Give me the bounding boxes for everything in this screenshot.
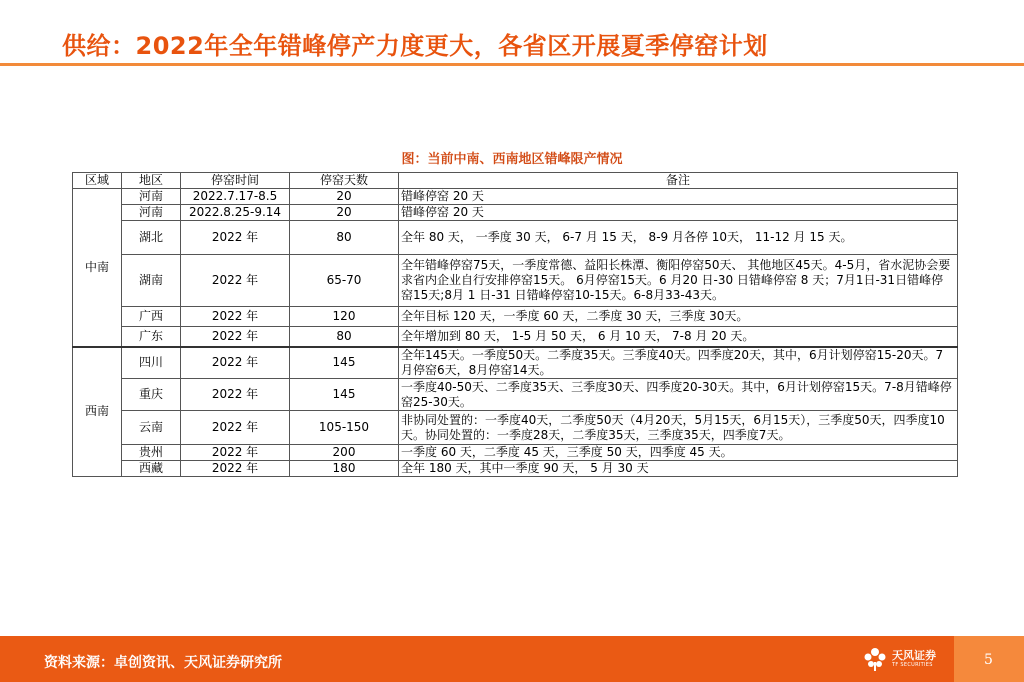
flower-logo-icon	[862, 646, 888, 672]
note-cell: 错峰停窑 20 天	[399, 189, 958, 205]
table-row	[73, 189, 958, 205]
time-cell: 2022 年	[181, 307, 290, 327]
figure-caption: 图：当前中南、西南地区错峰限产情况	[401, 152, 623, 167]
days-cell: 145	[290, 347, 399, 379]
header-remarks: 备注	[399, 173, 958, 189]
area-cell: 河南	[122, 189, 181, 205]
header-region: 区域	[73, 173, 122, 189]
table-row	[73, 307, 958, 327]
area-cell: 云南	[122, 411, 181, 445]
note-cell: 一季度 60 天，二季度 45 天，三季度 50 天，四季度 45 天。	[399, 445, 958, 461]
logo-chinese-name: 天风证券	[892, 648, 936, 662]
note-cell: 非协同处置的：一季度40天，二季度50天（4月20天，5月15天，6月15天），三季度50天，四季度10天。协同处置的：一季度28天，二季度35天，三季度35天，四季度7天。	[399, 411, 958, 445]
area-cell: 西藏	[122, 461, 181, 477]
time-cell: 2022.7.17-8.5	[181, 189, 290, 205]
header-area: 地区	[122, 173, 181, 189]
days-cell: 20	[290, 189, 399, 205]
time-cell: 2022 年	[181, 461, 290, 477]
table-row	[73, 221, 958, 255]
table-row	[73, 327, 958, 347]
header-shutdown-days: 停窑天数	[290, 173, 399, 189]
area-cell: 广西	[122, 307, 181, 327]
days-cell: 65-70	[290, 255, 399, 307]
area-cell: 重庆	[122, 379, 181, 411]
source-note: 资料来源：卓创资讯、天风证券研究所	[44, 655, 282, 671]
table-row	[73, 461, 958, 477]
days-cell: 145	[290, 379, 399, 411]
table-row	[73, 379, 958, 411]
days-cell: 20	[290, 205, 399, 221]
note-cell: 全年目标 120 天，一季度 60 天，二季度 30 天，三季度 30天。	[399, 307, 958, 327]
table-row	[73, 411, 958, 445]
note-cell: 错峰停窑 20 天	[399, 205, 958, 221]
time-cell: 2022 年	[181, 255, 290, 307]
page-number: 5	[984, 652, 993, 668]
area-cell: 河南	[122, 205, 181, 221]
time-cell: 2022 年	[181, 445, 290, 461]
days-cell: 80	[290, 221, 399, 255]
note-cell: 全年增加到 80 天， 1-5 月 50 天， 6 月 10 天， 7-8 月 20 天。	[399, 327, 958, 347]
time-cell: 2022 年	[181, 347, 290, 379]
header-shutdown-time: 停窑时间	[181, 173, 290, 189]
time-cell: 2022 年	[181, 411, 290, 445]
days-cell: 120	[290, 307, 399, 327]
region-cell: 西南	[73, 347, 122, 477]
area-cell: 广东	[122, 327, 181, 347]
days-cell: 80	[290, 327, 399, 347]
table-row	[73, 205, 958, 221]
note-cell: 全年145天。一季度50天。二季度35天。三季度40天。四季度20天，其中，6月计划停窑15-20天。7月停窑6天，8月停窑14天。	[399, 347, 958, 379]
slide-title: 供给：2022年全年错峰停产力度更大，各省区开展夏季停窑计划	[62, 32, 768, 60]
days-cell: 180	[290, 461, 399, 477]
table-row	[73, 347, 958, 379]
brand-logo	[862, 646, 936, 672]
time-cell: 2022 年	[181, 379, 290, 411]
area-cell: 湖北	[122, 221, 181, 255]
table-row	[73, 445, 958, 461]
days-cell: 200	[290, 445, 399, 461]
logo-english-name: TF SECURITIES	[892, 661, 933, 668]
area-cell: 湖南	[122, 255, 181, 307]
note-cell: 一季度40-50天、二季度35天、三季度30天、四季度20-30天。其中，6月计划停窑15天。7-8月错峰停窑25-30天。	[399, 379, 958, 411]
table-row	[73, 255, 958, 307]
time-cell: 2022.8.25-9.14	[181, 205, 290, 221]
note-cell: 全年 180 天，其中一季度 90 天， 5 月 30 天	[399, 461, 958, 477]
table-header-row	[73, 173, 958, 189]
time-cell: 2022 年	[181, 221, 290, 255]
days-cell: 105-150	[290, 411, 399, 445]
region-cell: 中南	[73, 189, 122, 347]
note-cell: 全年错峰停窑75天，一季度常德、益阳长株潭、衡阳停窑50天、 其他地区45天。4-5月，省水泥协会要求省内企业自行安排停窑15天。 6月停窑15天。6 月20 日-30 日错峰停窑 8 天；7月1日-31日错峰停窑15天;8月 1 日-31 日错峰停窑10-15天。6-8月33-43天。	[399, 255, 958, 307]
kiln-shutdown-table	[72, 172, 958, 477]
title-divider	[0, 63, 1024, 66]
note-cell: 全年 80 天， 一季度 30 天， 6-7 月 15 天， 8-9 月各停 10天， 11-12 月 15 天。	[399, 221, 958, 255]
area-cell: 四川	[122, 347, 181, 379]
time-cell: 2022 年	[181, 327, 290, 347]
area-cell: 贵州	[122, 445, 181, 461]
